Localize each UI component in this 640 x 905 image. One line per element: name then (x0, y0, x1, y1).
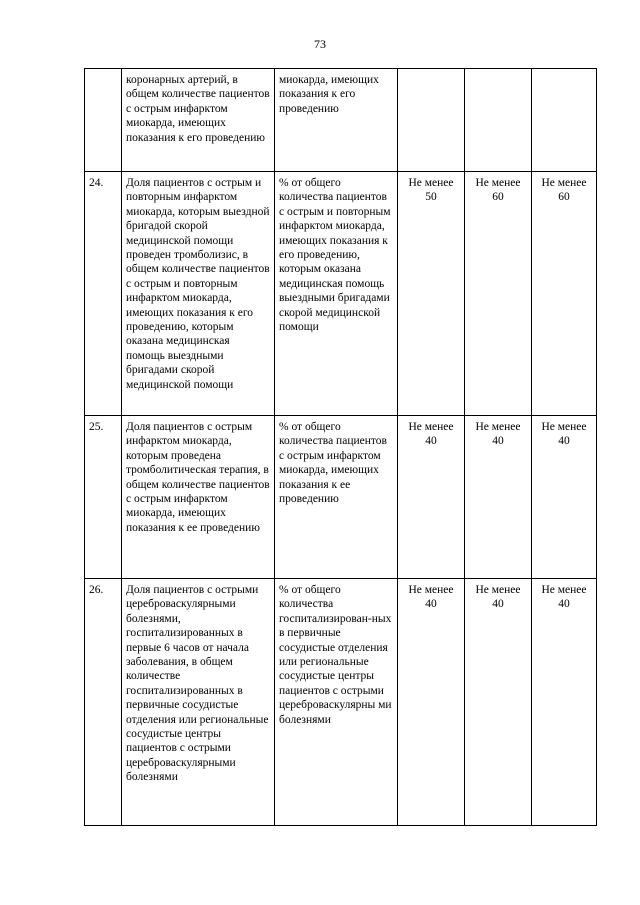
indicator-cell: Доля пациентов с острым и повторным инфарктом миокарда, которым выездной бригадой скорой медицинской помощи проведен тромболизис, в общем количестве пациентов с острым и повторным инфарктом миокарда, имеющих показания к его проведению, которым оказана медицинская помощь выездными бригадами скорой медицинской помощи (122, 172, 275, 416)
row-number: 25. (85, 416, 122, 579)
page-number: 73 (314, 37, 326, 51)
value-cell: Не менее 40 (398, 579, 465, 826)
table-row (85, 172, 597, 416)
unit-cell: % от общего количества госпитализирован-ных в первичные сосудистые отделения или региональные сосудистые центры пациентов с острыми цереброваскулярны ми болезнями (275, 579, 398, 826)
row-number: 24. (85, 172, 122, 416)
table-row (85, 579, 597, 826)
value-cell: Не менее 60 (465, 172, 532, 416)
unit-cell: % от общего количества пациентов с острым инфарктом миокарда, имеющих показания к ее проведению (275, 416, 398, 579)
indicator-cell: Доля пациентов с острым инфарктом миокарда, которым проведена тромболитическая терапия, в общем количестве пациентов с острым инфарктом миокарда, имеющих показания к ее проведению (122, 416, 275, 579)
value-cell: Не менее 40 (532, 416, 597, 579)
value-cell: Не менее 60 (532, 172, 597, 416)
indicator-cell: Доля пациентов с острыми цереброваскулярными болезнями, госпитализированных в первые 6 часов от начала заболевания, в общем количестве госпитализированных в первичные сосудистые отделения или региональные сосудистые центры пациентов с острыми цереброваскулярными болезнями (122, 579, 275, 826)
value-cell: Не менее 40 (398, 416, 465, 579)
row-number: 26. (85, 579, 122, 826)
unit-cell: миокарда, имеющих показания к его проведению (275, 69, 398, 172)
value-cell (465, 69, 532, 172)
table-row (85, 416, 597, 579)
indicator-cell: коронарных артерий, в общем количестве пациентов с острым инфарктом миокарда, имеющих показания к его проведению (122, 69, 275, 172)
indicators-table (84, 68, 597, 826)
value-cell: Не менее 40 (465, 579, 532, 826)
row-number-cell (85, 69, 122, 172)
value-cell: Не менее 40 (465, 416, 532, 579)
unit-cell: % от общего количества пациентов с острым и повторным инфарктом миокарда, имеющих показания к его проведению, которым оказана медицинская помощь выездными бригадами скорой медицинской помощи (275, 172, 398, 416)
value-cell: Не менее 50 (398, 172, 465, 416)
value-cell (532, 69, 597, 172)
value-cell: Не менее 40 (532, 579, 597, 826)
table-row-continuation (85, 69, 597, 172)
value-cell (398, 69, 465, 172)
